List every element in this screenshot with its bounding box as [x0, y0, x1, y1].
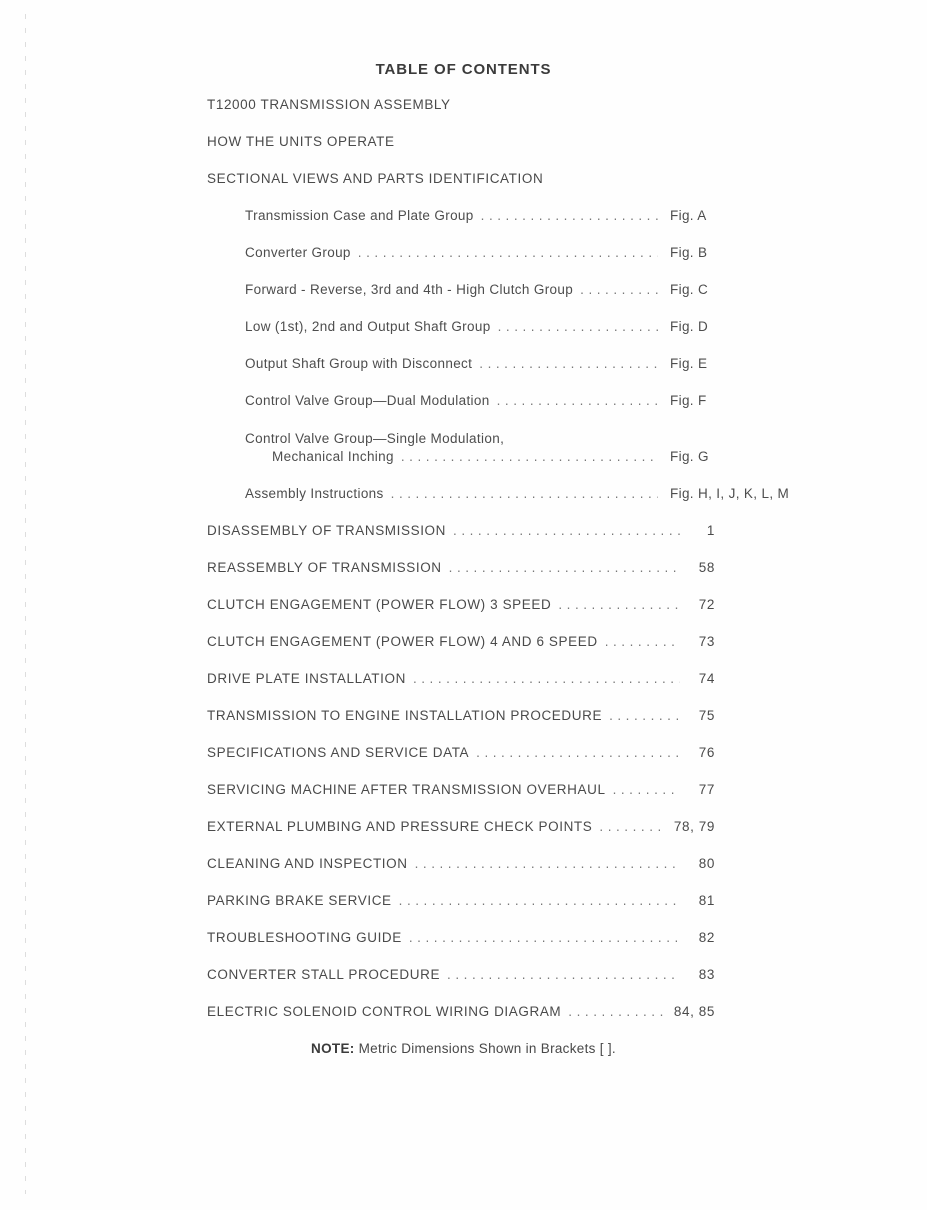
toc-entry-label: SPECIFICATIONS AND SERVICE DATA — [207, 745, 470, 760]
dot-leader — [391, 485, 658, 503]
toc-page-entry — [207, 818, 715, 836]
toc-figure-entry — [245, 485, 927, 503]
figure-ref: Fig. H, I, J, K, L, M — [670, 486, 790, 501]
toc-entry-label: ELECTRIC SOLENOID CONTROL WIRING DIAGRAM — [207, 1004, 562, 1019]
page-number: 83 — [698, 967, 715, 982]
figure-ref: Fig. C — [670, 282, 709, 297]
dot-leader — [609, 707, 680, 725]
toc-entry-label: CLEANING AND INSPECTION — [207, 856, 408, 871]
toc-figure-entry — [245, 281, 927, 299]
page-number: 58 — [698, 560, 715, 575]
toc-figure-entry — [245, 355, 927, 373]
dot-leader — [476, 744, 680, 762]
page-number: 76 — [698, 745, 715, 760]
page-number: 75 — [698, 708, 715, 723]
toc-page-entry — [207, 596, 715, 614]
figure-ref: Fig. E — [670, 356, 708, 371]
toc-page-entry — [207, 855, 715, 873]
page-number: 77 — [698, 782, 715, 797]
page-number: 78, 79 — [673, 819, 715, 834]
toc-figure-entry — [245, 429, 927, 466]
page-number: 73 — [698, 634, 715, 649]
metric-note — [0, 1040, 927, 1058]
toc-page-entry — [207, 559, 715, 577]
dot-leader — [449, 559, 680, 577]
toc-entry-label: DISASSEMBLY OF TRANSMISSION — [207, 523, 447, 538]
toc-entry-label: T12000 TRANSMISSION ASSEMBLY — [207, 97, 451, 112]
dot-leader — [399, 892, 680, 910]
page-number: 81 — [698, 893, 715, 908]
toc-page-entry — [207, 929, 715, 947]
toc-section-heading — [207, 133, 927, 151]
toc-page-entry — [207, 1003, 715, 1021]
page-number: 80 — [698, 856, 715, 871]
table-of-contents — [207, 96, 927, 1021]
dot-leader — [497, 392, 658, 410]
page-number: 84, 85 — [673, 1004, 715, 1019]
dot-leader — [453, 522, 680, 540]
toc-figure-entry — [245, 207, 927, 225]
toc-page-entry — [207, 707, 715, 725]
toc-figure-entry — [245, 318, 927, 336]
toc-page-entry — [207, 781, 715, 799]
page-title: TABLE OF CONTENTS — [375, 61, 552, 78]
toc-entry-label: SERVICING MACHINE AFTER TRANSMISSION OVERHAUL — [207, 782, 606, 797]
dot-leader — [358, 244, 658, 262]
toc-entry-label: EXTERNAL PLUMBING AND PRESSURE CHECK POINTS — [207, 819, 593, 834]
dot-leader — [498, 318, 658, 336]
toc-entry-label: TROUBLESHOOTING GUIDE — [207, 930, 402, 945]
toc-page-entry — [207, 966, 715, 984]
dot-leader — [481, 207, 658, 225]
dot-leader — [415, 855, 680, 873]
toc-entry-label: CONVERTER STALL PROCEDURE — [207, 967, 441, 982]
page-number: 74 — [698, 671, 715, 686]
toc-entry-label: Output Shaft Group with Disconnect — [245, 356, 473, 371]
page-number: 72 — [698, 597, 715, 612]
toc-page-entry — [207, 892, 715, 910]
dot-leader — [558, 596, 680, 614]
toc-page-entry — [207, 744, 715, 762]
page-number: 1 — [706, 523, 715, 538]
toc-entry-label: Forward - Reverse, 3rd and 4th - High Clutch Group — [245, 282, 574, 297]
toc-entry-label: Converter Group — [245, 245, 351, 260]
toc-entry-label: Transmission Case and Plate Group — [245, 208, 474, 223]
dot-leader — [447, 966, 680, 984]
toc-section-heading — [207, 170, 927, 188]
toc-entry-label: Assembly Instructions — [245, 486, 384, 501]
toc-entry-label: REASSEMBLY OF TRANSMISSION — [207, 560, 442, 575]
toc-entry-label: HOW THE UNITS OPERATE — [207, 134, 395, 149]
dot-leader — [568, 1003, 665, 1021]
toc-page-entry — [207, 522, 715, 540]
toc-entry-label: DRIVE PLATE INSTALLATION — [207, 671, 406, 686]
figure-ref: Fig. B — [670, 245, 708, 260]
note-text: Metric Dimensions Shown in Brackets [ ]. — [354, 1041, 616, 1056]
toc-entry-label-continued: Mechanical Inching — [272, 449, 394, 464]
dot-leader — [580, 281, 658, 299]
dot-leader — [409, 929, 680, 947]
toc-entry-label: Control Valve Group—Dual Modulation — [245, 393, 490, 408]
figure-ref: Fig. F — [670, 393, 707, 408]
toc-figure-entry — [245, 244, 927, 262]
toc-entry-label: PARKING BRAKE SERVICE — [207, 893, 392, 908]
figure-ref: Fig. A — [670, 208, 707, 223]
toc-entry-label: SECTIONAL VIEWS AND PARTS IDENTIFICATION — [207, 171, 544, 186]
toc-entry-label: CLUTCH ENGAGEMENT (POWER FLOW) 4 AND 6 SPEED — [207, 634, 598, 649]
toc-entry-label: CLUTCH ENGAGEMENT (POWER FLOW) 3 SPEED — [207, 597, 552, 612]
toc-entry-label: Low (1st), 2nd and Output Shaft Group — [245, 319, 491, 334]
dot-leader — [613, 781, 680, 799]
figure-ref: Fig. G — [670, 449, 709, 464]
toc-entry-label: TRANSMISSION TO ENGINE INSTALLATION PROCEDURE — [207, 708, 603, 723]
toc-figure-entry — [245, 392, 927, 410]
dot-leader — [401, 448, 658, 466]
page-number: 82 — [698, 930, 715, 945]
dot-leader — [599, 818, 664, 836]
toc-page-entry — [207, 633, 715, 651]
dot-leader — [605, 633, 680, 651]
toc-page-entry — [207, 670, 715, 688]
figure-ref: Fig. D — [670, 319, 709, 334]
toc-section-heading — [207, 96, 927, 114]
dot-leader — [479, 355, 658, 373]
dot-leader — [413, 670, 680, 688]
note-label: NOTE: — [311, 1041, 355, 1056]
toc-entry-label: Control Valve Group—Single Modulation, — [245, 431, 505, 446]
